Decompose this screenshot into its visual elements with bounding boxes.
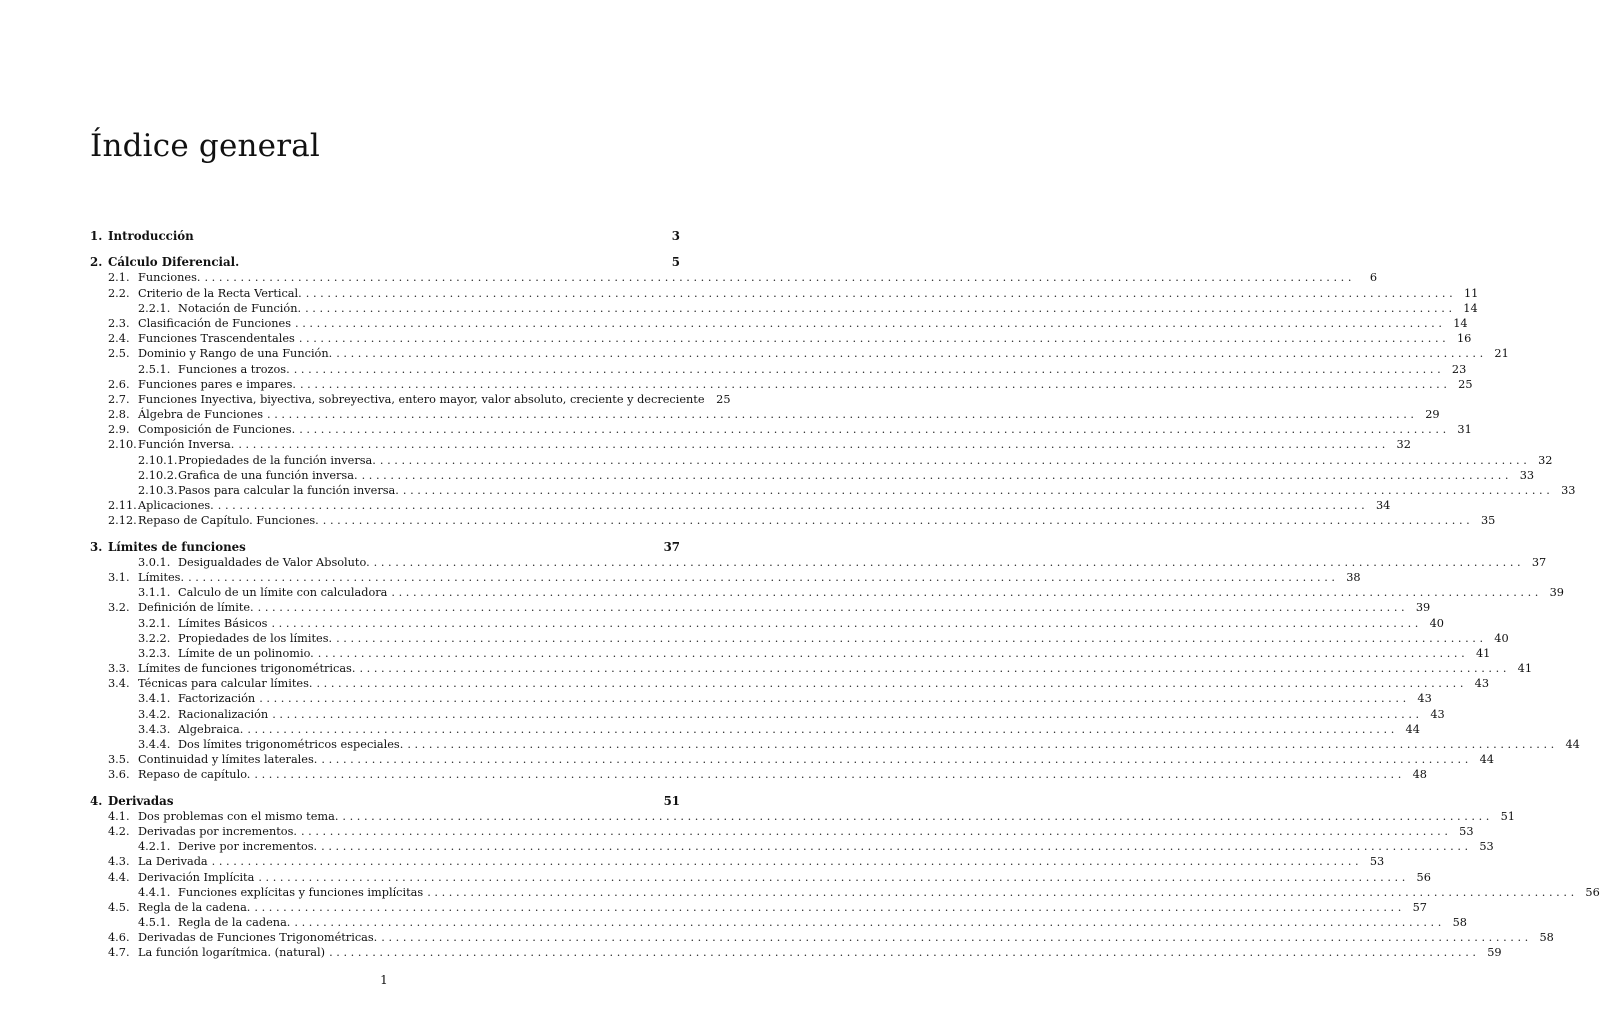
toc-entry-number: 2.5.1. [138,362,171,376]
toc-section-entry[interactable] [90,824,1474,839]
toc-entry-number: 3.0.1. [138,555,171,569]
toc-entry-page-number: 14 [1453,316,1468,330]
toc-entry-page-number: 59 [1487,946,1502,960]
toc-leader-dots: ................................................................................................................................................................ [381,931,1532,945]
toc-entry-number: 1. [90,229,103,243]
page-title: Índice general [90,128,321,164]
toc-entry-page-number: 41 [1475,646,1491,660]
toc-entry-page-number: 37 [1531,555,1547,569]
toc-section-entry[interactable] [90,513,1496,528]
toc-entry-title: Dos límites trigonométricos especiales. [178,738,404,751]
toc-entry-number: 3.4.1. [138,692,171,706]
toc-entry-page-number: 39 [1549,586,1564,600]
toc-leader-dots: ................................................................................................................................................................ [373,555,1525,569]
toc-section-entry[interactable] [90,392,731,407]
toc-entry-page-number: 44 [1479,753,1494,767]
toc-section-entry[interactable] [90,331,1472,346]
toc-entry-title: Límite de un polinomio. [178,646,314,660]
toc-leader-dots: ................................................................................................................................................................ [272,707,1423,721]
toc-section-entry[interactable] [90,809,1515,824]
toc-entry-title: Aplicaciones. [138,499,214,513]
toc-entry-title: Regla de la cadena. [178,916,291,930]
toc-entry-number: 2.1. [108,271,130,285]
toc-section-entry[interactable] [90,767,1427,782]
toc-section-entry[interactable] [90,900,1427,915]
toc-entry-page-number: 53 [1459,824,1474,838]
toc-entry-number: 4.3. [108,855,130,869]
toc-entry-page-number: 40 [1429,616,1444,630]
toc-section-entry[interactable] [90,498,1391,513]
toc-entry-title: Composición de Funciones. [138,423,296,437]
toc-leader-dots: ................................................................................................................................................................ [391,586,1542,600]
toc-section-entry[interactable] [90,885,1600,900]
toc-leader-dots: ................................................................................................................................................................ [299,423,1450,437]
toc-section-entry[interactable] [90,854,1385,869]
toc-entry-page-number: 16 [1457,332,1472,346]
toc-entry-title: Propiedades de los límites. [178,631,333,645]
toc-entry-page-number: 25 [716,392,731,406]
toc-entry-page-number: 21 [1494,347,1509,361]
toc-entry-number: 3.1. [108,570,130,584]
toc-section-entry[interactable] [90,691,1432,706]
toc-leader-dots: ................................................................................................................................................................ [298,332,1450,346]
toc-entry-page-number: 44 [1405,722,1420,736]
toc-entry-page-number: 51 [663,793,680,808]
toc-leader-dots: ................................................................................................................................................................ [329,946,1480,960]
toc-entry-page-number: 58 [1452,916,1467,930]
toc-entry-title: La Derivada [138,855,208,869]
toc-leader-dots: ................................................................................................................................................................ [336,631,1487,645]
toc-leader-dots: ................................................................................................................................................................ [316,677,1468,691]
toc-entry-title: Dos problemas con el mismo tema. [138,809,339,823]
toc-entry-number: 3. [90,539,103,554]
toc-entry-page-number: 43 [1474,677,1490,691]
toc-entry-title: Propiedades de la función inversa. [178,453,376,467]
toc-leader-dots: ................................................................................................................................................................ [254,900,1405,914]
toc-entry-title: Técnicas para calcular límites. [138,677,313,691]
toc-entry-title: Introducción [108,229,194,243]
toc-entry-page-number: 53 [1479,840,1494,854]
toc-entry-page-number: 25 [1458,377,1473,391]
toc-section-entry[interactable] [90,316,1468,331]
toc-entry-title: Límites de funciones trigonométricas. [138,662,356,676]
toc-entry-title: Cálculo Diferencial. [108,255,240,270]
toc-entry-page-number: 51 [1500,809,1515,823]
toc-entry-page-number: 32 [1396,438,1411,452]
toc-entry-title: Funciones pares e impares. [138,377,296,391]
toc-leader-dots: ................................................................................................................................................................ [342,809,1493,823]
toc-entry-page-number: 29 [1425,408,1440,422]
toc-entry-title: Dominio y Rango de una Función. [138,347,333,361]
toc-entry-page-number: 41 [1517,662,1533,676]
toc-leader-dots: ................................................................................................................................................................ [321,753,1472,767]
toc-entry-title: Repaso de Capítulo. Funciones. [138,514,319,528]
toc-entry-number: 4. [90,793,103,808]
toc-entry-title: Función Inversa. [138,438,235,452]
toc-entry-title: Factorización [178,692,256,706]
page-number: 1 [380,973,388,987]
toc-leader-dots: ................................................................................................................................................................ [379,453,1531,467]
toc-leader-dots: ................................................................................................................................................................ [257,601,1409,615]
toc-section-entry[interactable] [90,453,1553,468]
toc-section-entry[interactable] [90,270,1378,285]
toc-entry-title: Funciones Trascendentales [138,332,295,346]
toc-leader-dots: ................................................................................................................................................................ [407,738,1558,751]
toc-section-entry[interactable] [90,752,1494,767]
toc-entry-number: 4.7. [108,946,130,960]
toc-entry-page-number: 6 [1369,271,1378,285]
toc-entry-page-number: 58 [1539,931,1554,945]
toc-leader-dots: ................................................................................................................................................................ [427,885,1578,899]
toc-leader-dots: ................................................................................................................................................................ [247,722,1398,736]
toc-section-entry[interactable] [90,555,1547,570]
toc-leader-dots: ................................................................................................................................................................ [293,362,1445,376]
toc-section-entry[interactable] [90,437,1411,452]
toc-section-entry[interactable] [90,631,1509,646]
toc-entry-title: Grafica de una función inversa. [178,468,358,482]
toc-section-entry[interactable] [90,377,1473,392]
toc-leader-dots: ................................................................................................................................................................ [359,662,1511,676]
toc-leader-dots: ................................................................................................................................................................ [211,855,1363,869]
toc-leader-dots: ................................................................................................................................................................ [258,870,1409,884]
toc-chapter-entry[interactable] [90,794,680,809]
toc-entry-number: 2.10.1. [138,453,178,467]
toc-entry-number: 4.2.1. [138,840,171,854]
toc-entry-number: 2.11. [108,499,137,513]
toc-entry-title: Repaso de capítulo. [138,768,251,782]
toc-entry-number: 3.2.3. [138,646,171,660]
toc-leader-dots: ................................................................................................................................................................ [322,514,1474,528]
toc-leader-dots: ................................................................................................................................................................ [259,692,1410,706]
toc-entry-page-number: 3 [671,229,680,243]
toc-entry-title: Derivadas [108,793,174,808]
toc-entry-title: Límites Básicos [178,616,268,630]
toc-entry-page-number: 33 [1561,484,1576,497]
toc-entry-page-number: 37 [663,539,680,554]
toc-entry-page-number: 32 [1538,453,1553,467]
toc-entry-number: 4.5. [108,900,130,914]
toc-entry-title: Clasificación de Funciones [138,316,292,330]
toc-chapter-entry[interactable] [90,540,680,555]
toc-entry-title: Límites de funciones [108,539,246,554]
toc-entry-title: Racionalización [178,707,269,721]
toc-section-entry[interactable] [90,585,1564,600]
toc-entry-number: 3.2.2. [138,631,171,645]
toc-section-entry[interactable] [90,483,1576,498]
toc-entry-title: Derive por incrementos. [178,840,318,854]
toc-entry-page-number: 38 [1346,570,1361,584]
toc-entry-title: Álgebra de Funciones [138,408,264,422]
toc-section-entry[interactable] [90,468,1535,483]
toc-section-entry[interactable] [90,722,1420,737]
toc-section-entry[interactable] [90,600,1431,615]
toc-entry-number: 3.4. [108,677,130,691]
toc-leader-dots: ................................................................................................................................................................ [238,438,1389,452]
toc-leader-dots: ................................................................................................................................................................ [305,301,1456,315]
toc-section-entry[interactable] [90,930,1554,945]
toc-entry-title: Derivadas de Funciones Trigonométricas. [138,931,378,945]
toc-entry-page-number: 56 [1416,870,1431,884]
toc-entry-number: 3.6. [108,768,130,782]
toc-entry-number: 3.5. [108,753,130,767]
toc-section-entry[interactable] [90,362,1467,377]
toc-entry-title: Funciones. [138,271,201,285]
toc-entry-number: 3.2. [108,601,130,615]
toc-entry-number: 2.9. [108,423,130,437]
toc-leader-dots: ................................................................................................................................................................ [336,347,1487,361]
toc-entry-page-number: 23 [1451,362,1467,376]
toc-entry-page-number: 11 [1463,286,1479,300]
toc-section-entry[interactable] [90,301,1478,316]
toc-entry-number: 4.6. [108,931,130,945]
toc-entry-title: Regla de la cadena. [138,900,251,914]
toc-entry-title: Continuidad y límites laterales. [138,753,318,767]
toc-entry-page-number: 43 [1430,707,1445,721]
toc-entry-title: Calculo de un límite con calculadora [178,586,388,600]
toc-entry-title: Algebraica. [178,722,244,736]
toc-entry-title: Desigualdades de Valor Absoluto. [178,555,370,569]
toc-section-entry[interactable] [90,646,1491,661]
toc-entry-number: 4.5.1. [138,916,171,930]
toc-leader-dots: ................................................................................................................................................................ [254,768,1405,782]
toc-entry-page-number: 5 [671,255,680,270]
toc-section-entry[interactable] [90,661,1533,676]
toc-entry-number: 2.5. [108,347,130,361]
toc-entry-number: 2.10. [108,438,137,452]
toc-entry-number: 4.2. [108,824,130,838]
toc-entry-number: 3.1.1. [138,586,171,600]
toc-section-entry[interactable] [90,945,1502,960]
toc-section-entry[interactable] [90,707,1445,722]
toc-section-entry[interactable] [90,915,1467,930]
toc-chapter-entry[interactable] [90,255,680,270]
toc-section-entry[interactable] [90,422,1472,437]
toc-entry-number: 3.4.2. [138,707,171,721]
toc-section-entry[interactable] [90,676,1490,691]
toc-entry-page-number: 14 [1463,301,1478,315]
toc-entry-number: 3.2.1. [138,616,171,630]
toc-entry-page-number: 44 [1565,738,1580,751]
toc-entry-page-number: 56 [1585,885,1600,899]
table-of-contents [90,229,1600,961]
toc-entry-number: 2.2.1. [138,301,171,315]
toc-entry-title: Notación de Función. [178,301,302,315]
toc-entry-title: Límites. [138,570,185,584]
toc-entry-number: 2.10.3. [138,484,178,497]
toc-entry-number: 2.6. [108,377,130,391]
toc-leader-dots: ................................................................................................................................................................ [317,646,1469,660]
toc-leader-dots: ................................................................................................................................................................ [361,468,1513,482]
toc-entry-page-number: 57 [1412,900,1427,914]
toc-entry-page-number: 35 [1480,514,1496,528]
toc-entry-number: 2.3. [108,316,130,330]
toc-leader-dots: ................................................................................................................................................................ [294,916,1445,930]
toc-entry-page-number: 31 [1457,423,1472,437]
toc-leader-dots: ................................................................................................................................................................ [217,499,1369,513]
toc-section-entry[interactable] [90,870,1431,885]
toc-section-entry[interactable] [90,407,1440,422]
toc-entry-page-number: 43 [1417,692,1432,706]
toc-entry-page-number: 33 [1519,468,1535,482]
toc-entry-number: 2.4. [108,332,130,346]
toc-entry-number: 3.4.3. [138,722,171,736]
toc-section-entry[interactable] [90,737,1580,752]
toc-entry-number: 2.10.2. [138,468,178,482]
toc-section-entry[interactable] [90,616,1444,631]
toc-entry-number: 2. [90,255,103,270]
toc-entry-page-number: 34 [1375,499,1391,513]
toc-entry-title: La función logarítmica. (natural) [138,946,326,960]
toc-entry-title: Derivación Implícita [138,870,255,884]
toc-section-entry[interactable] [90,346,1509,361]
toc-entry-title: Funciones explícitas y funciones implícitas [178,885,424,899]
toc-entry-number: 2.12. [108,514,137,528]
toc-entry-number: 2.8. [108,408,130,422]
toc-section-entry[interactable] [90,570,1361,585]
toc-section-entry[interactable] [90,839,1494,854]
toc-entry-page-number: 53 [1369,855,1385,869]
toc-entry-page-number: 40 [1494,631,1509,645]
toc-entry-number: 4.4. [108,870,130,884]
toc-leader-dots: ................................................................................................................................................................ [305,286,1457,300]
toc-leader-dots: ................................................................................................................................................................ [300,824,1452,838]
toc-leader-dots: ................................................................................................................................................................ [271,616,1422,630]
toc-entry-page-number: 48 [1412,768,1427,782]
toc-entry-title: Funciones a trozos. [178,362,290,376]
toc-entry-number: 2.2. [108,286,130,300]
toc-entry-title: Derivadas por incrementos. [138,824,297,838]
toc-entry-page-number: 39 [1415,601,1431,615]
toc-entry-number: 3.3. [108,662,130,676]
toc-leader-dots: ................................................................................................................................................................ [267,408,1418,422]
toc-entry-title: Criterio de la Recta Vertical. [138,286,302,300]
toc-leader-dots: ................................................................................................................................................................ [321,840,1472,854]
toc-leader-dots: ................................................................................................................................................................ [402,484,1554,497]
toc-leader-dots: ................................................................................................................................................................ [204,271,1356,285]
toc-chapter-entry[interactable] [90,229,680,244]
toc-entry-number: 4.1. [108,809,130,823]
toc-entry-number: 2.7. [108,392,130,406]
toc-section-entry[interactable] [90,286,1479,301]
toc-entry-number: 4.4.1. [138,885,171,899]
toc-leader-dots: ................................................................................................................................................................ [188,570,1339,584]
toc-leader-dots: ................................................................................................................................................................ [299,377,1451,391]
toc-entry-title: Funciones Inyectiva, biyectiva, sobreyectiva, entero mayor, valor absoluto, creciente y decreciente [138,392,705,406]
toc-entry-number: 3.4.4. [138,738,171,751]
toc-leader-dots: ................................................................................................................................................................ [295,316,1446,330]
toc-entry-title: Pasos para calcular la función inversa. [178,484,399,497]
toc-entry-title: Definición de límite. [138,601,254,615]
